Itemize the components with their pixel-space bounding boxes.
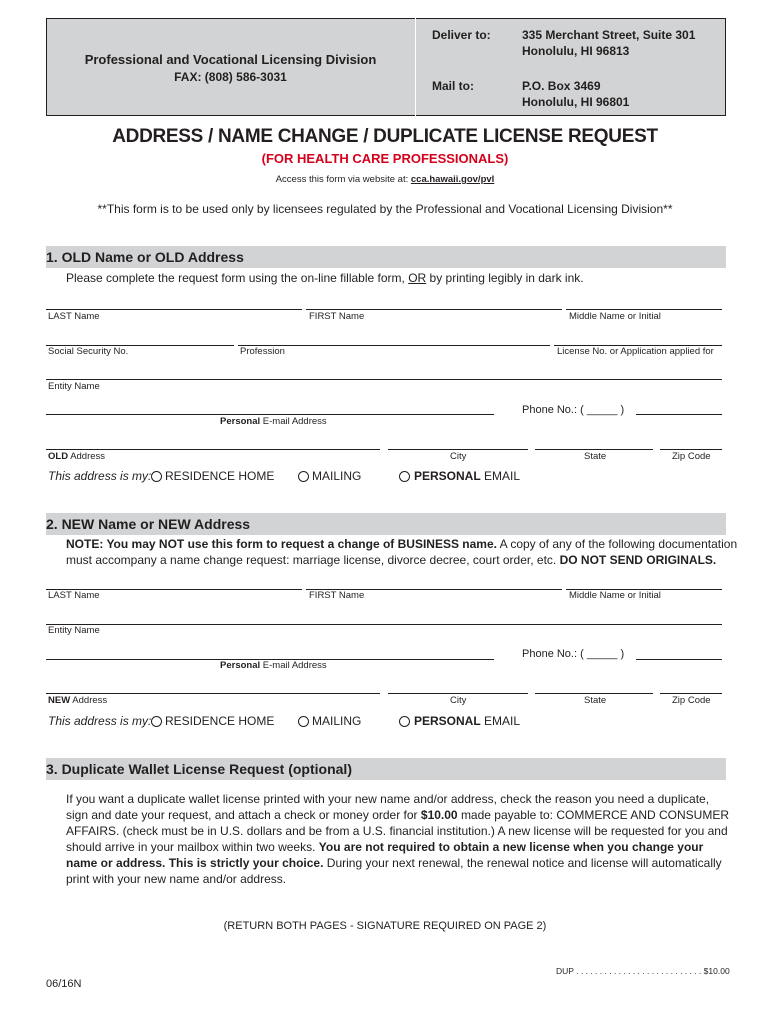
new-zip-label: Zip Code bbox=[672, 695, 711, 706]
mail-line1: P.O. Box 3469 bbox=[522, 79, 601, 93]
profession-label: Profession bbox=[240, 346, 285, 357]
section3-paragraph: If you want a duplicate wallet license printed with your new name and/or address, check the reason you need a duplicate, sign and date your request, and attach a check or money order for $10.00 made payable to: COMMERCE AND CONSUMER AFFAIRS. (check must be in U.S. dollars and be from a U.S. financial institution.) A new license will be requested for you and should arrive in your mailbox within two weeks. You are not required to obtain a new license when you change your name or address. This is strictly your choice. During your next renewal, the renewal notice and license will automatically print with your new name and/or address. bbox=[66, 792, 730, 886]
zip-line[interactable] bbox=[660, 449, 722, 450]
new-address-type-label: This address is my: bbox=[48, 714, 152, 728]
access-prefix: Access this form via website at: bbox=[275, 174, 409, 185]
new-address-line[interactable] bbox=[46, 693, 380, 694]
section1-instructions: Please complete the request form using the on-line fillable form, OR by printing legibly in dark ink. bbox=[66, 271, 584, 285]
agency-name: Professional and Vocational Licensing Division bbox=[84, 52, 377, 67]
last-name-line[interactable] bbox=[46, 309, 302, 310]
new-residence-option: RESIDENCE HOME bbox=[165, 714, 275, 728]
state-label: State bbox=[584, 451, 607, 462]
email-line[interactable] bbox=[46, 414, 494, 415]
section2-title: 2. NEW Name or NEW Address bbox=[46, 516, 251, 532]
new-state-label: State bbox=[584, 695, 607, 706]
old-address-label: OLD Address bbox=[48, 451, 106, 462]
return-note: (RETURN BOTH PAGES - SIGNATURE REQUIRED ON PAGE 2) bbox=[223, 920, 547, 932]
city-label: City bbox=[450, 451, 467, 462]
state-line[interactable] bbox=[535, 449, 653, 450]
phone-line[interactable] bbox=[636, 414, 722, 415]
first-name-line[interactable] bbox=[306, 309, 562, 310]
new-middle-name-label: Middle Name or Initial bbox=[569, 590, 661, 601]
new-city-label: City bbox=[450, 695, 467, 706]
entity-name-label: Entity Name bbox=[48, 381, 100, 392]
new-personal-email-radio[interactable] bbox=[399, 716, 410, 727]
new-phone-line[interactable] bbox=[636, 659, 722, 660]
mailing-radio[interactable] bbox=[298, 471, 309, 482]
entity-name-line[interactable] bbox=[46, 379, 722, 380]
header-divider bbox=[415, 18, 416, 116]
new-phone-label: Phone No.: ( _____ ) bbox=[522, 648, 625, 660]
mail-label: Mail to: bbox=[432, 79, 474, 93]
dup-fee: DUP . . . . . . . . . . . . . . . . . . . . . . . . . . . $10.00 bbox=[556, 966, 730, 976]
new-city-line[interactable] bbox=[388, 693, 528, 694]
new-first-name-label: FIRST Name bbox=[309, 590, 365, 601]
form-code: 06/16N bbox=[46, 978, 82, 990]
email-label: Personal E-mail Address bbox=[220, 416, 327, 427]
section1-title: 1. OLD Name or OLD Address bbox=[46, 249, 244, 265]
address-type-label: This address is my: bbox=[48, 469, 152, 483]
fax-number: FAX: (808) 586-3031 bbox=[174, 70, 287, 84]
usage-notice: **This form is to be used only by licensees regulated by the Professional and Vocational Licensing Division** bbox=[97, 202, 673, 216]
new-email-label: Personal E-mail Address bbox=[220, 660, 327, 671]
new-state-line[interactable] bbox=[535, 693, 653, 694]
new-mailing-option: MAILING bbox=[312, 714, 362, 728]
new-entity-name-label: Entity Name bbox=[48, 625, 100, 636]
first-name-label: FIRST Name bbox=[309, 311, 365, 322]
middle-name-label: Middle Name or Initial bbox=[569, 311, 661, 322]
license-label: License No. or Application applied for bbox=[557, 346, 714, 357]
section2-note: NOTE: You may NOT use this form to request a change of BUSINESS name. A copy of any of the following documentation bbox=[66, 537, 738, 551]
mail-line2: Honolulu, HI 96801 bbox=[522, 95, 630, 109]
deliver-line2: Honolulu, HI 96813 bbox=[522, 44, 630, 58]
access-note bbox=[0, 174, 770, 185]
new-entity-name-line[interactable] bbox=[46, 624, 722, 625]
new-zip-line[interactable] bbox=[660, 693, 722, 694]
zip-label: Zip Code bbox=[672, 451, 711, 462]
new-address-label: NEW Address bbox=[48, 695, 108, 706]
residence-option: RESIDENCE HOME bbox=[165, 469, 275, 483]
form-subtitle: (FOR HEALTH CARE PROFESSIONALS) bbox=[261, 151, 509, 166]
old-address-line[interactable] bbox=[46, 449, 380, 450]
city-line[interactable] bbox=[388, 449, 528, 450]
form-title: ADDRESS / NAME CHANGE / DUPLICATE LICENSE REQUEST bbox=[112, 126, 658, 147]
new-last-name-label: LAST Name bbox=[48, 590, 100, 601]
new-personal-email-option: PERSONAL EMAIL bbox=[414, 714, 521, 728]
deliver-line1: 335 Merchant Street, Suite 301 bbox=[522, 28, 696, 42]
personal-email-option: PERSONAL EMAIL bbox=[414, 469, 521, 483]
website-link[interactable]: cca.hawaii.gov/pvl bbox=[410, 174, 495, 185]
ssn-label: Social Security No. bbox=[48, 346, 129, 357]
deliver-label: Deliver to: bbox=[432, 28, 491, 42]
mailing-option: MAILING bbox=[312, 469, 362, 483]
new-residence-radio[interactable] bbox=[151, 716, 162, 727]
middle-name-line[interactable] bbox=[566, 309, 722, 310]
last-name-label: LAST Name bbox=[48, 311, 100, 322]
personal-email-radio[interactable] bbox=[399, 471, 410, 482]
phone-label: Phone No.: ( _____ ) bbox=[522, 404, 625, 416]
section2-note-line2: must accompany a name change request: marriage license, divorce decree, court order, etc. DO NOT SEND ORIGINALS. bbox=[66, 553, 717, 567]
residence-radio[interactable] bbox=[151, 471, 162, 482]
new-mailing-radio[interactable] bbox=[298, 716, 309, 727]
section3-title: 3. Duplicate Wallet License Request (optional) bbox=[46, 761, 352, 777]
